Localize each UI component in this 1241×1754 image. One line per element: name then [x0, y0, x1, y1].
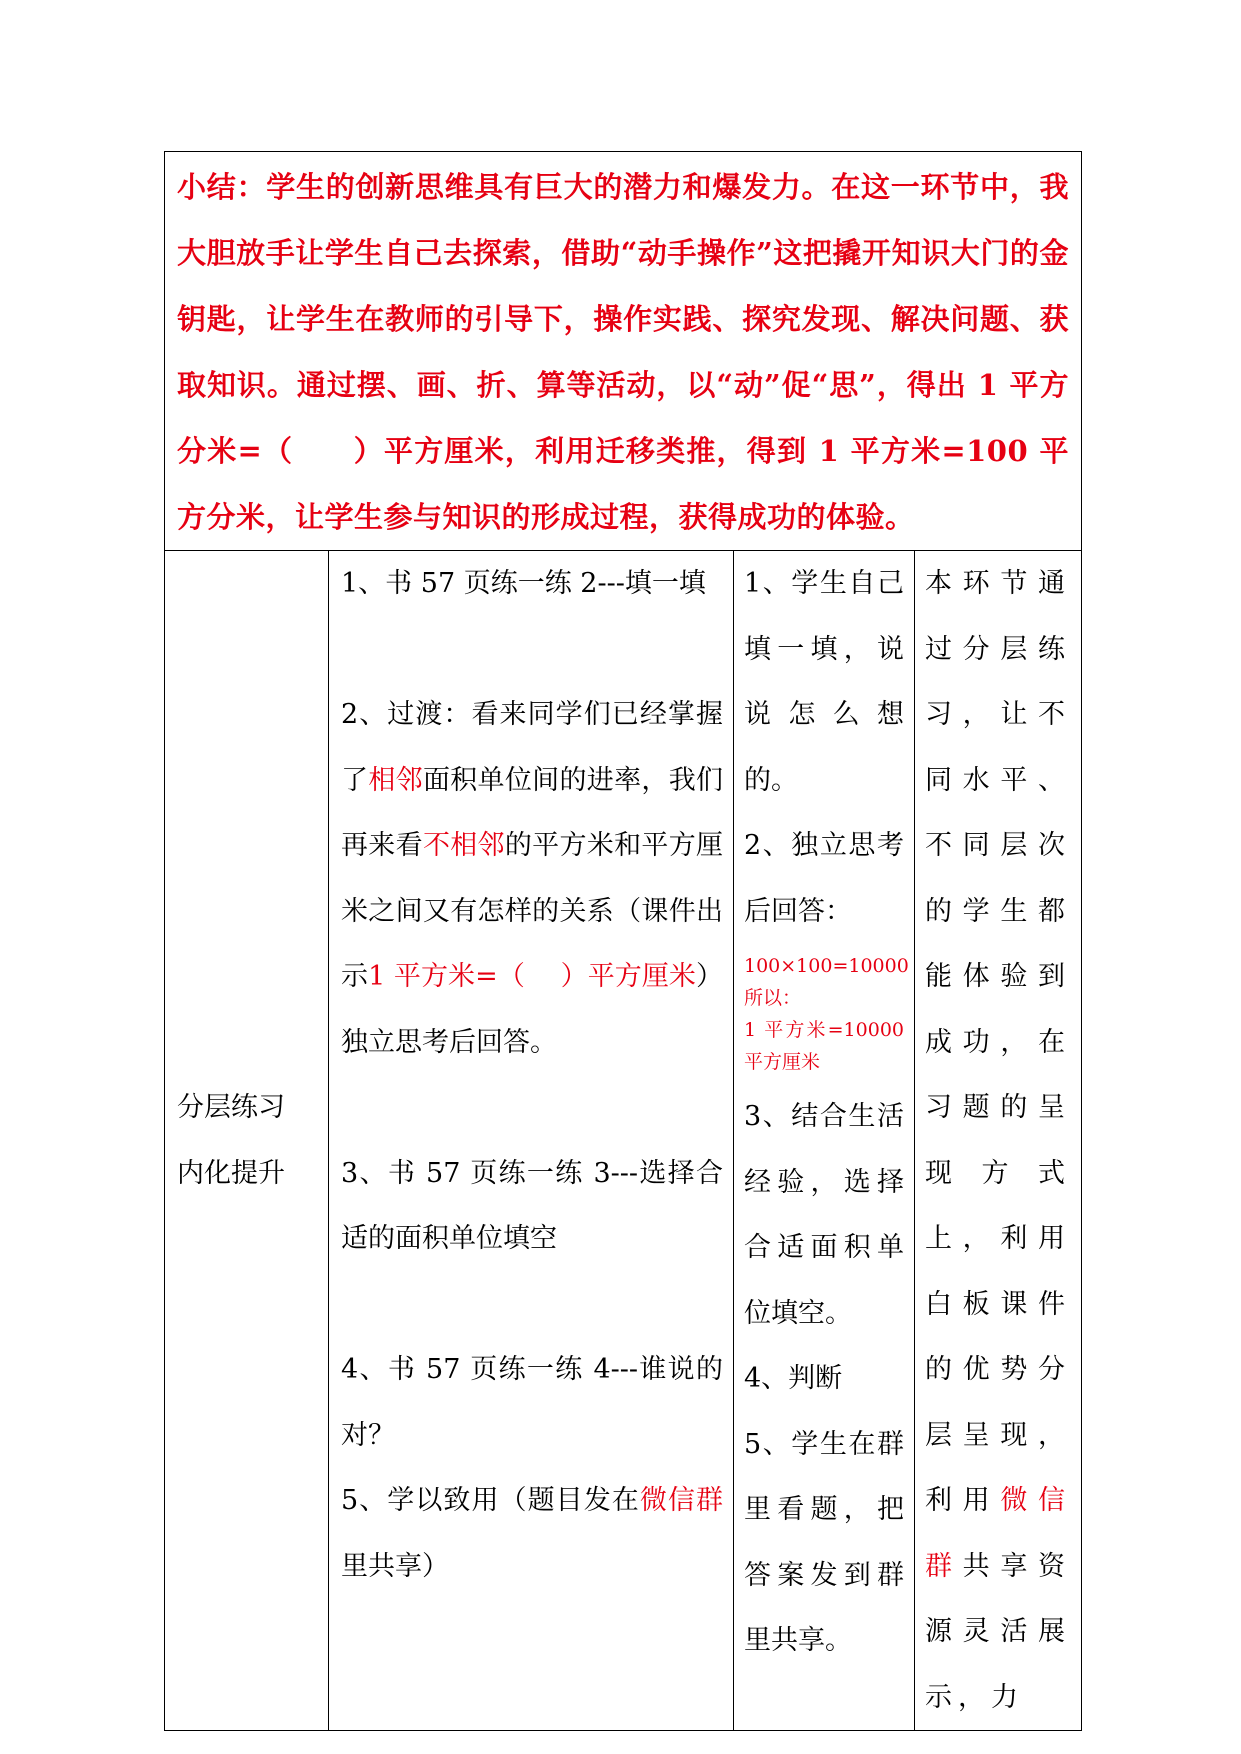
student-item-5: 5、学生在群里看题，把答案发到群里共享。: [744, 1428, 904, 1656]
teacher-item-2: 2、过渡：看来同学们已经掌握了相邻面积单位间的进率，我们再来看不相邻的平方米和平方厘米之间又有怎样的关系（课件出示1 平方米=（ ）平方厘米）独立思考后回答。: [341, 699, 724, 1058]
student-calculation: 100×100=10000 所以： 1 平方米=10000 平方厘米: [744, 955, 909, 1073]
summary-text: 小结：学生的创新思维具有巨大的潜力和爆发力。在这一环节中，我大胆放手让学生自己去探索，借助“动手操作”这把撬开知识大门的金钥匙，让学生在教师的引导下，操作实践、探究发现、解决问题、获取知识。通过摆、画、折、算等活动，以“动”促“思”，得出 1 平方分米=（ ）平方厘米，利用迁移类推，得到 1 平方米=100 平方分米，让学生参与知识的形成过程，获得成功的体验。: [177, 170, 1069, 534]
practice-row: [165, 551, 1082, 1731]
student-activity-cell: [734, 551, 915, 1731]
teacher-item-4: 4、书 57 页练一练 4---谁说的对？: [341, 1354, 723, 1451]
stage-title-line1: 分层练习: [177, 1091, 285, 1123]
teacher-item-3: 3、书 57 页练一练 3---选择合适的面积单位填空: [341, 1157, 723, 1254]
stage-title-line2: 内化提升: [177, 1157, 285, 1189]
summary-cell: [165, 152, 1082, 551]
student-item-4: 4、判断: [744, 1363, 843, 1394]
student-item-3: 3、结合生活经验，选择合适面积单位填空。: [744, 1101, 904, 1329]
intent-text: 本环节通过分层练习，让不同水平、不同层次的学生都能体验到成功，在习题的呈现方式上，利用白板课件的优势分层呈现，利用微信群共享资源灵活展示，力: [925, 568, 1072, 1713]
design-intent-cell: [915, 551, 1082, 1731]
highlight-wechat-group: 微信群: [639, 1485, 723, 1516]
summary-row: [165, 152, 1082, 551]
student-item-2: 2、独立思考后回答：: [744, 830, 904, 927]
highlight-non-adjacent: 不相邻: [422, 830, 505, 861]
student-item-1: 1、学生自己填一填，说说怎么想的。: [744, 568, 904, 796]
stage-cell: [165, 551, 329, 1731]
lesson-plan-table: [164, 151, 1082, 1731]
teacher-item-1: 1、书 57 页练一练 2---填一填: [341, 568, 706, 599]
teacher-item-5: 5、学以致用（题目发在微信群里共享）: [341, 1485, 723, 1582]
highlight-adjacent: 相邻: [368, 764, 423, 796]
intent-highlight-wechat: 微信群: [925, 1485, 1072, 1582]
highlight-question: 1 平方米=（ ）平方厘米: [368, 961, 697, 992]
teacher-activity-cell: [329, 551, 734, 1731]
